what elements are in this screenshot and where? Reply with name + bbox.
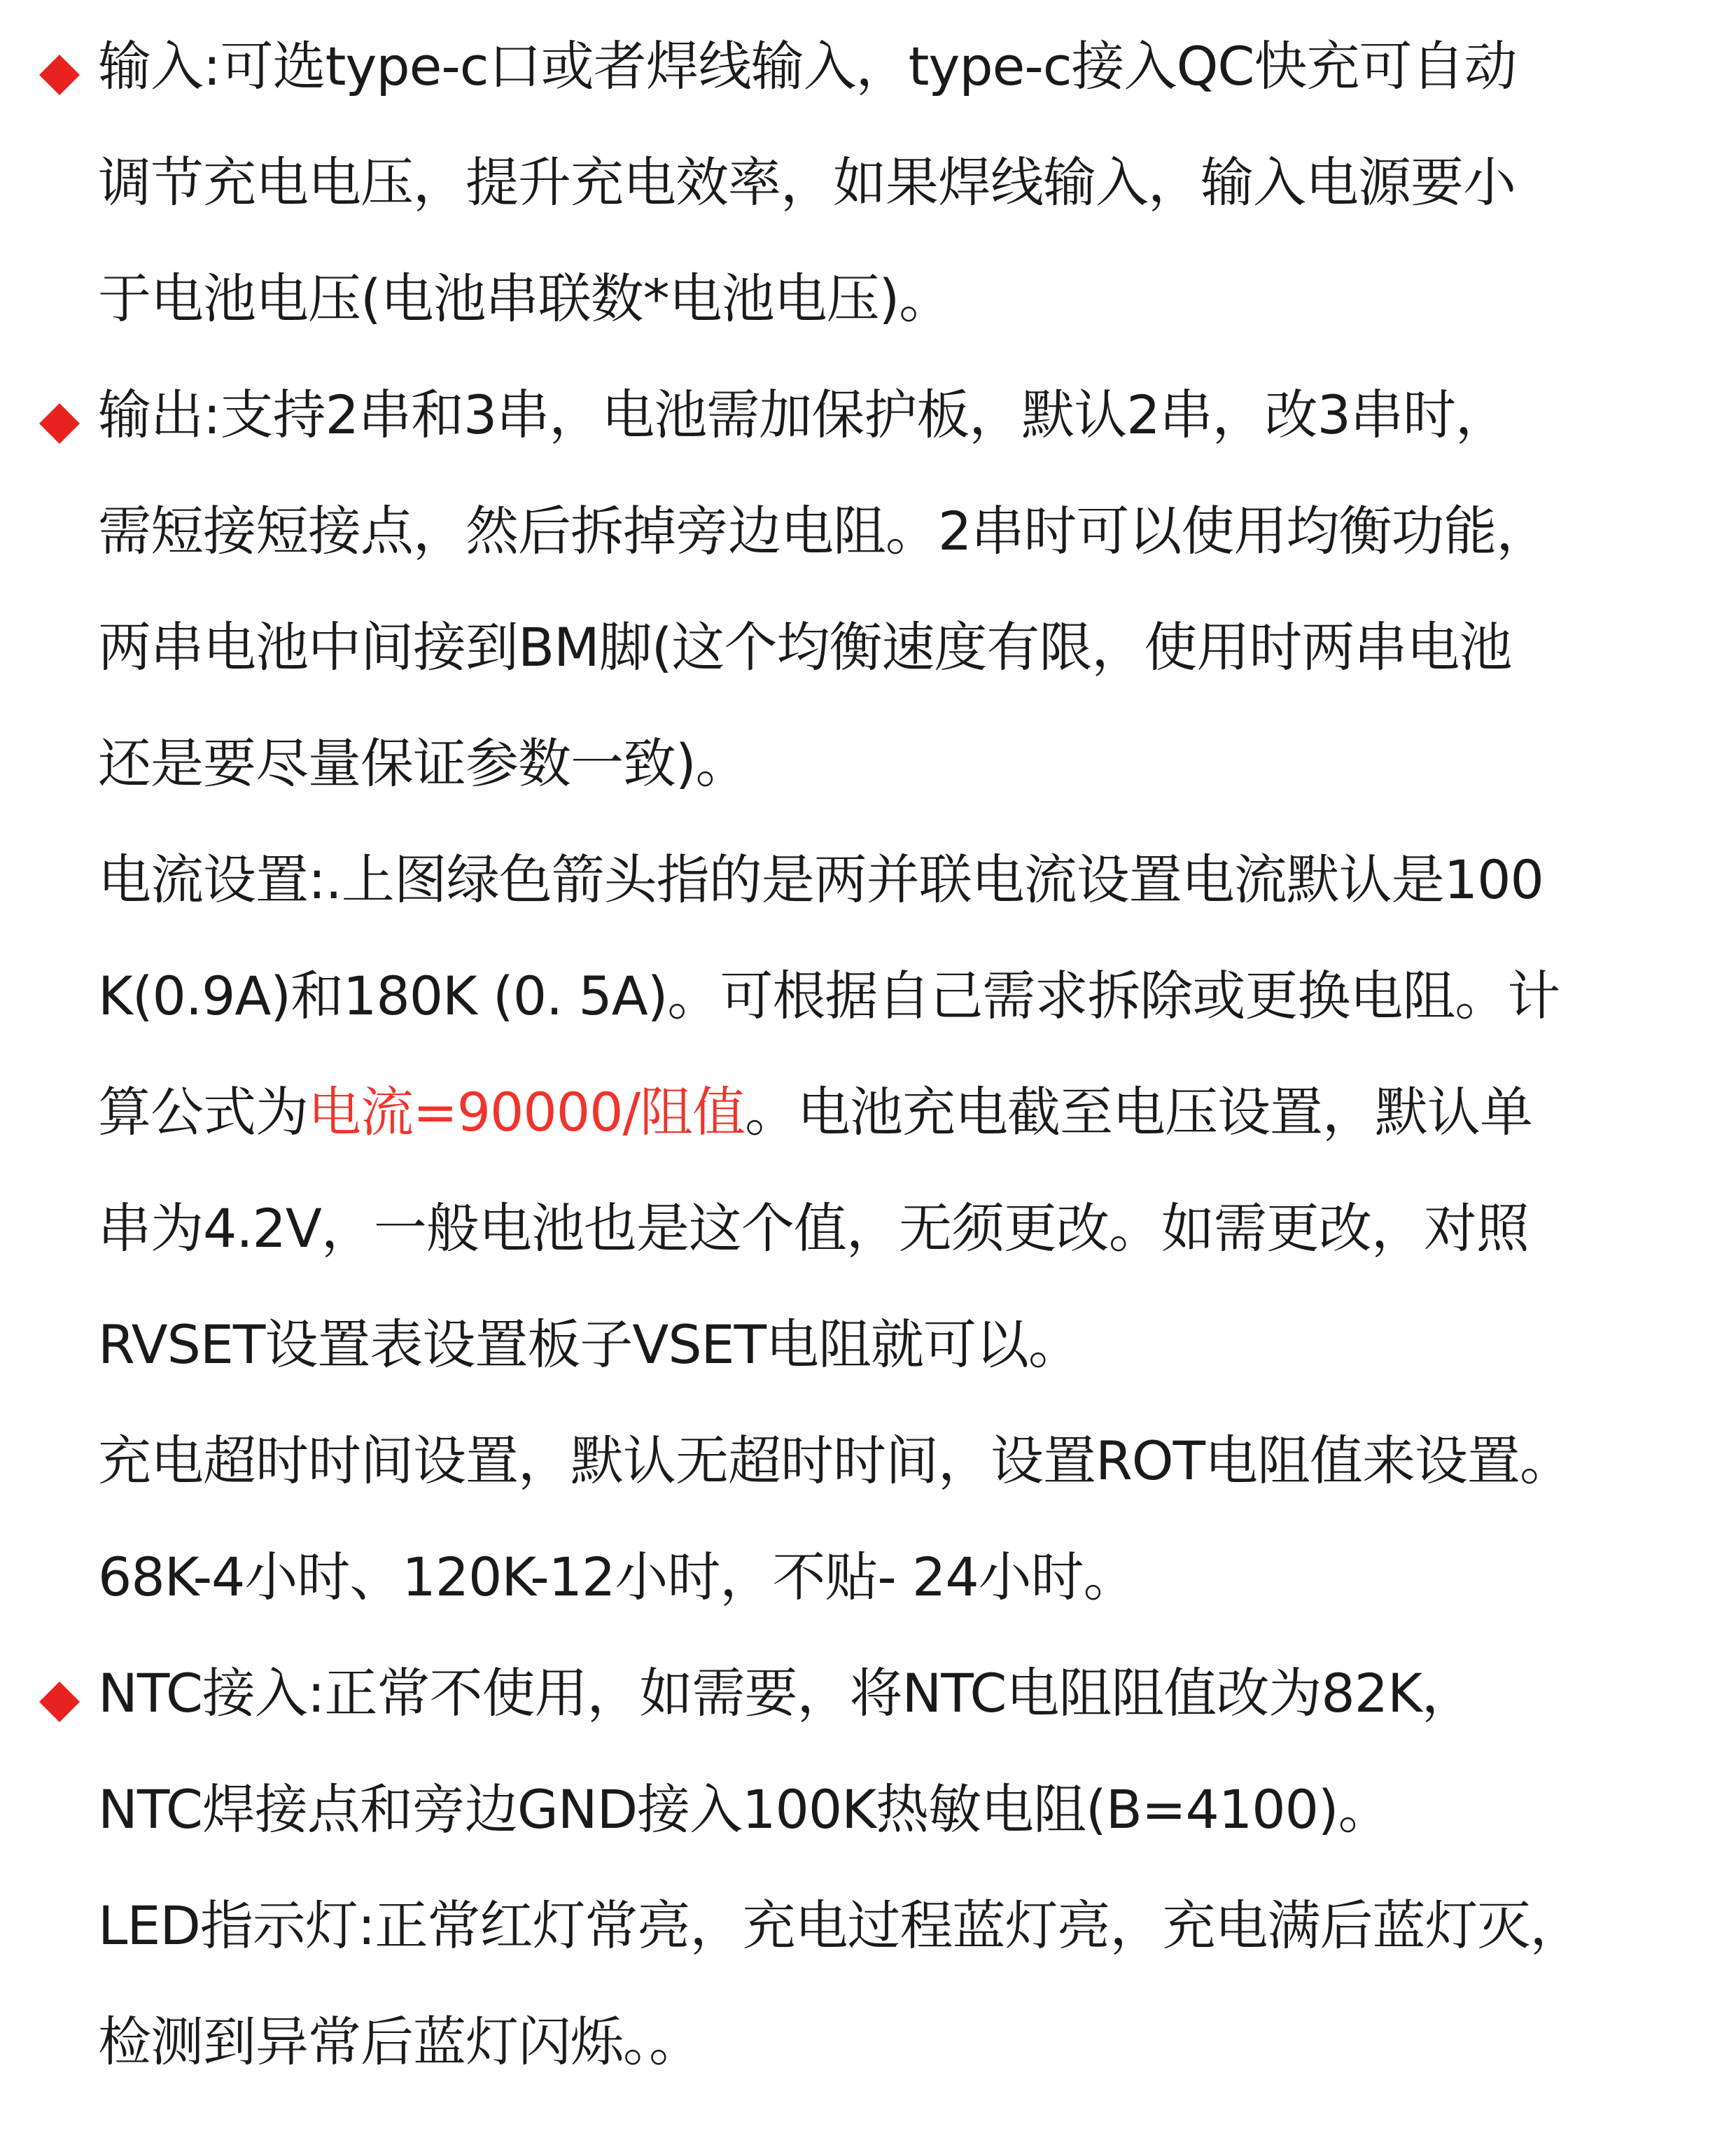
timeout-setting-line-1: 充电超时时间设置，默认无超时时间，设置ROT电阻值来设置。 xyxy=(98,1430,1573,1492)
current-setting-line-1: 电流设置:.上图绿色箭头指的是两并联电流设置电流默认是100 xyxy=(98,848,1544,911)
ntc-section-line-2: NTC焊接点和旁边GND接入100K热敏电阻(B=4100)。 xyxy=(98,1778,1391,1840)
formula-prefix: 算公式为 xyxy=(98,1081,308,1143)
output-section-line-2: 需短接短接点，然后拆掉旁边电阻。2串时可以使用均衡功能， xyxy=(98,500,1549,562)
led-indicator-line-2: 检测到异常后蓝灯闪烁。。 xyxy=(98,2011,701,2073)
formula-suffix: 。电池充电截至电压设置，默认单 xyxy=(745,1081,1533,1143)
input-section-line-3: 于电池电压(电池串联数*电池电压)。 xyxy=(98,267,952,330)
current-setting-formula-line xyxy=(98,1054,1722,1171)
input-section-line-1: 输入:可选type-c口或者焊线输入，type-c接入QC快充可自动 xyxy=(98,35,1517,97)
input-section-line-2: 调节充电电压，提升充电效率，如果焊线输入，输入电源要小 xyxy=(98,151,1516,214)
output-section-line-3: 两串电池中间接到BM脚(这个均衡速度有限，使用时两串电池 xyxy=(98,616,1512,678)
current-setting-line-5: RVSET设置表设置板子VSET电阻就可以。 xyxy=(98,1313,1082,1376)
red-diamond-icon xyxy=(38,53,81,97)
formula-highlight: 电流=90000/阻值 xyxy=(308,1081,746,1143)
red-diamond-icon xyxy=(38,402,81,445)
output-section-line-4: 还是要尽量保证参数一致)。 xyxy=(98,732,748,795)
led-indicator-line-1: LED指示灯:正常红灯常亮，充电过程蓝灯亮，充电满后蓝灯灭， xyxy=(98,1894,1583,1957)
current-setting-line-2: K(0.9A)和180K (0. 5A)。可根据自己需求拆除或更换电阻。计 xyxy=(98,965,1560,1027)
timeout-setting-line-2: 68K-4小时、120K-12小时，不贴- 24小时。 xyxy=(98,1546,1136,1608)
output-section-line-1: 输出:支持2串和3串，电池需加保护板，默认2串，改3串时， xyxy=(98,384,1508,446)
current-setting-line-4: 串为4.2V，一般电池也是这个值，无须更改。如需更改，对照 xyxy=(98,1197,1529,1259)
red-diamond-icon xyxy=(38,1680,81,1724)
ntc-section-line-1: NTC接入:正常不使用，如需要，将NTC电阻阻值改为82K， xyxy=(98,1662,1474,1724)
